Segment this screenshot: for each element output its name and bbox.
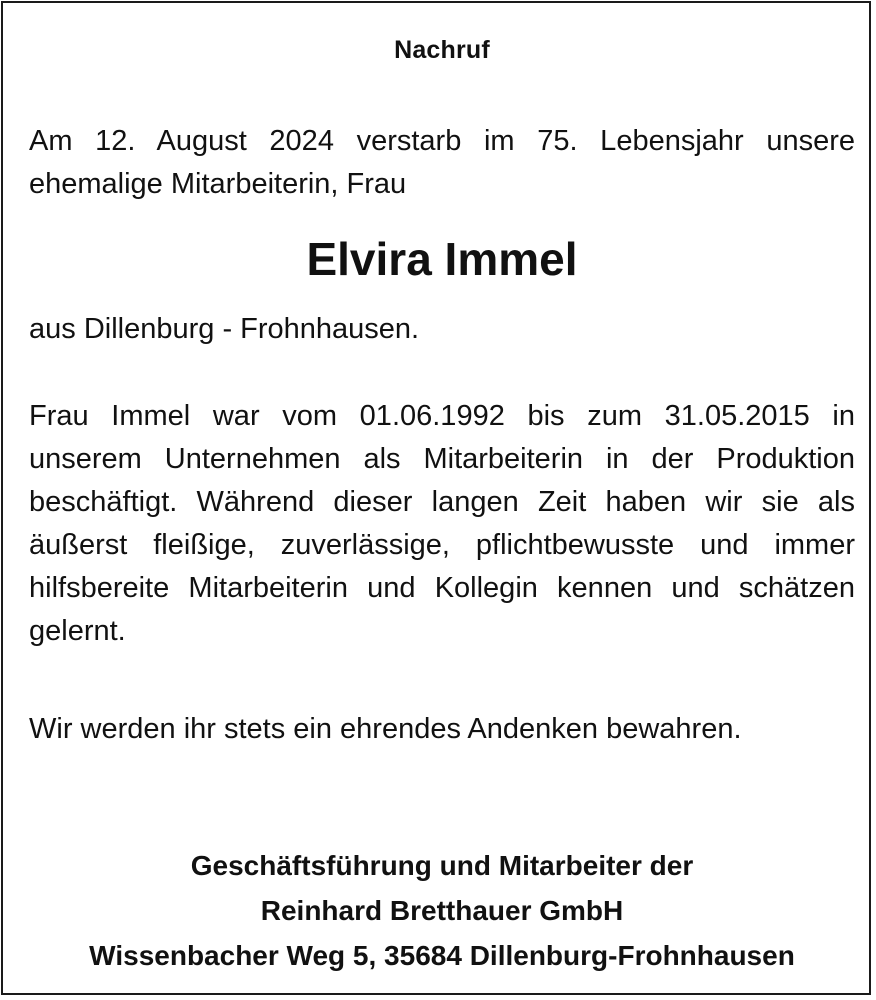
closing-paragraph: Wir werden ihr stets ein ehrendes Andenken bewahren. xyxy=(29,713,742,745)
signature-block xyxy=(29,843,855,978)
signature-line-3: Wissenbacher Weg 5, 35684 Dillenburg-Frohnhausen xyxy=(89,940,795,971)
signature-line-2: Reinhard Bretthauer GmbH xyxy=(260,895,624,926)
deceased-name: Elvira Immel xyxy=(306,233,578,285)
signature-line-1: Geschäftsführung und Mitarbeiter der xyxy=(190,850,694,881)
body-paragraph: Frau Immel war vom 01.06.1992 bis zum 31.05.2015 in unserem Unternehmen als Mitarbeiterin in der Produktion beschäftigt. Während dieser langen Zeit haben wir sie als äußerst fleißige, zuverlässige, pflichtbewusste und immer hilfsbereite Mitarbeiterin und Kollegin kennen und schätzen gelernt. xyxy=(29,400,855,647)
intro-paragraph: Am 12. August 2024 verstarb im 75. Lebensjahr unsere ehemalige Mitarbeiterin, Frau xyxy=(29,125,855,200)
notice-heading: Nachruf xyxy=(394,36,490,64)
notice-frame xyxy=(1,1,871,995)
origin-line: aus Dillenburg - Frohnhausen. xyxy=(29,313,420,345)
